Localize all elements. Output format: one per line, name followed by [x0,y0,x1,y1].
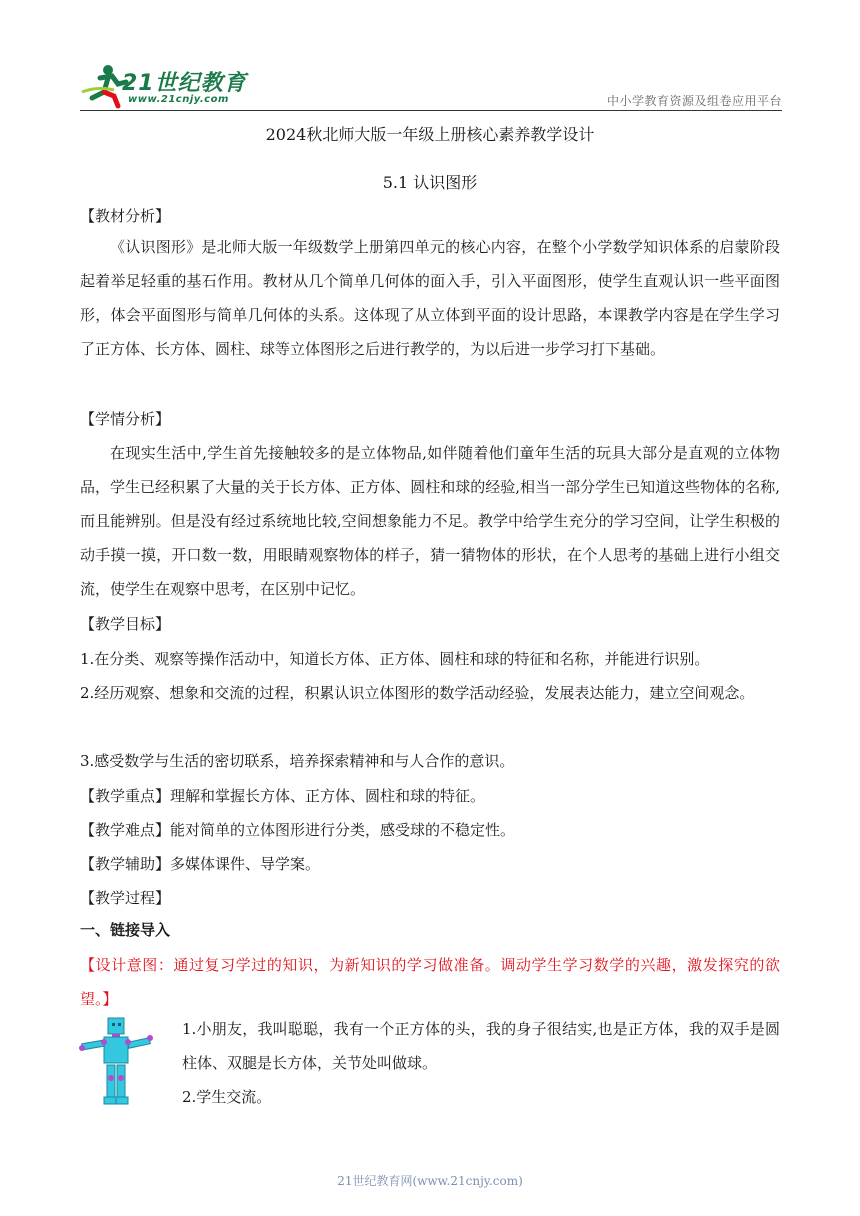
robot-illustration-icon [78,1016,154,1106]
page-title: 2024秋北师大版一年级上册核心素养教学设计 [265,125,595,144]
logo-text: 21世纪教育 [122,71,247,96]
design-intent-note: 【设计意图：通过复习学过的知识，为新知识的学习做准备。调动学生学习数学的兴趣，激发探究的欲望。】 [80,956,780,1008]
lesson-subtitle: 5.1 认识图形 [382,173,478,192]
logo-url: www.21cnjy.com [128,94,229,105]
material-paragraph: 《认识图形》是北师大版一年级数学上册第四单元的核心内容，在整个小学数学知识体系的启蒙阶段起着举足轻重的基石作用。教材从几个简单几何体的面入手，引入平面图形，使学生直观认识一些平面图形，体会平面图形与简单几何体的头系。这体现了从立体到平面的设计思路，本课教学内容是在学生学习了正方体、长方体、圆柱、球等立体图形之后进行教学的，为以后进一步学习打下基础。 [80,238,780,358]
key-points-line: 【教学重点】理解和掌握长方体、正方体、圆柱和球的特征。 [80,787,486,805]
part-1-heading: 一、链接导入 [80,921,171,939]
goal-item-2: 2.经历观察、想象和交流的过程，积累认识立体图形的数学活动经验，发展表达能力，建立空间观念。 [80,684,755,702]
difficulties-line: 【教学难点】能对简单的立体图形进行分类，感受球的不稳定性。 [80,821,516,839]
section-goals-heading: 【教学目标】 [80,615,171,633]
section-process-heading: 【教学过程】 [80,889,171,907]
footer-text: 21世纪教育网(www.21cnjy.com) [337,1174,523,1188]
header-divider [80,110,782,111]
section-student-heading: 【学情分析】 [80,410,171,428]
goal-item-1: 1.在分类、观察等操作活动中，知道长方体、正方体、圆柱和球的特征和名称，并能进行识别。 [80,650,710,668]
student-paragraph: 在现实生活中,学生首先接触较多的是立体物品,如伴随着他们童年生活的玩具大部分是直观的立体物品，学生已经积累了大量的关于长方体、正方体、圆柱和球的经验,相当一部分学生已知道这些物体的名称,而且能辨别。但是没有经过系统地比较,空间想象能力不足。教学中给学生充分的学习空间，让学生积极的动手摸一摸，开口数一数，用眼睛观察物体的样子，猜一猜物体的形状，在个人思考的基础上进行小组交流，使学生在观察中思考，在区别中记忆。 [80,444,780,598]
section-material-heading: 【教材分析】 [80,207,171,225]
robot-intro-text: 1.小朋友，我叫聪聪，我有一个正方体的头，我的身子很结实,也是正方体，我的双手是圆柱体、双腿是长方体，关节处叫做球。 [182,1020,780,1072]
header-platform-text: 中小学教育资源及组卷应用平台 [606,94,782,108]
goal-item-3: 3.感受数学与生活的密切联系，培养探索精神和与人合作的意识。 [80,752,515,770]
aids-line: 【教学辅助】多媒体课件、导学案。 [80,855,321,873]
step-2-text: 2.学生交流。 [182,1088,272,1106]
